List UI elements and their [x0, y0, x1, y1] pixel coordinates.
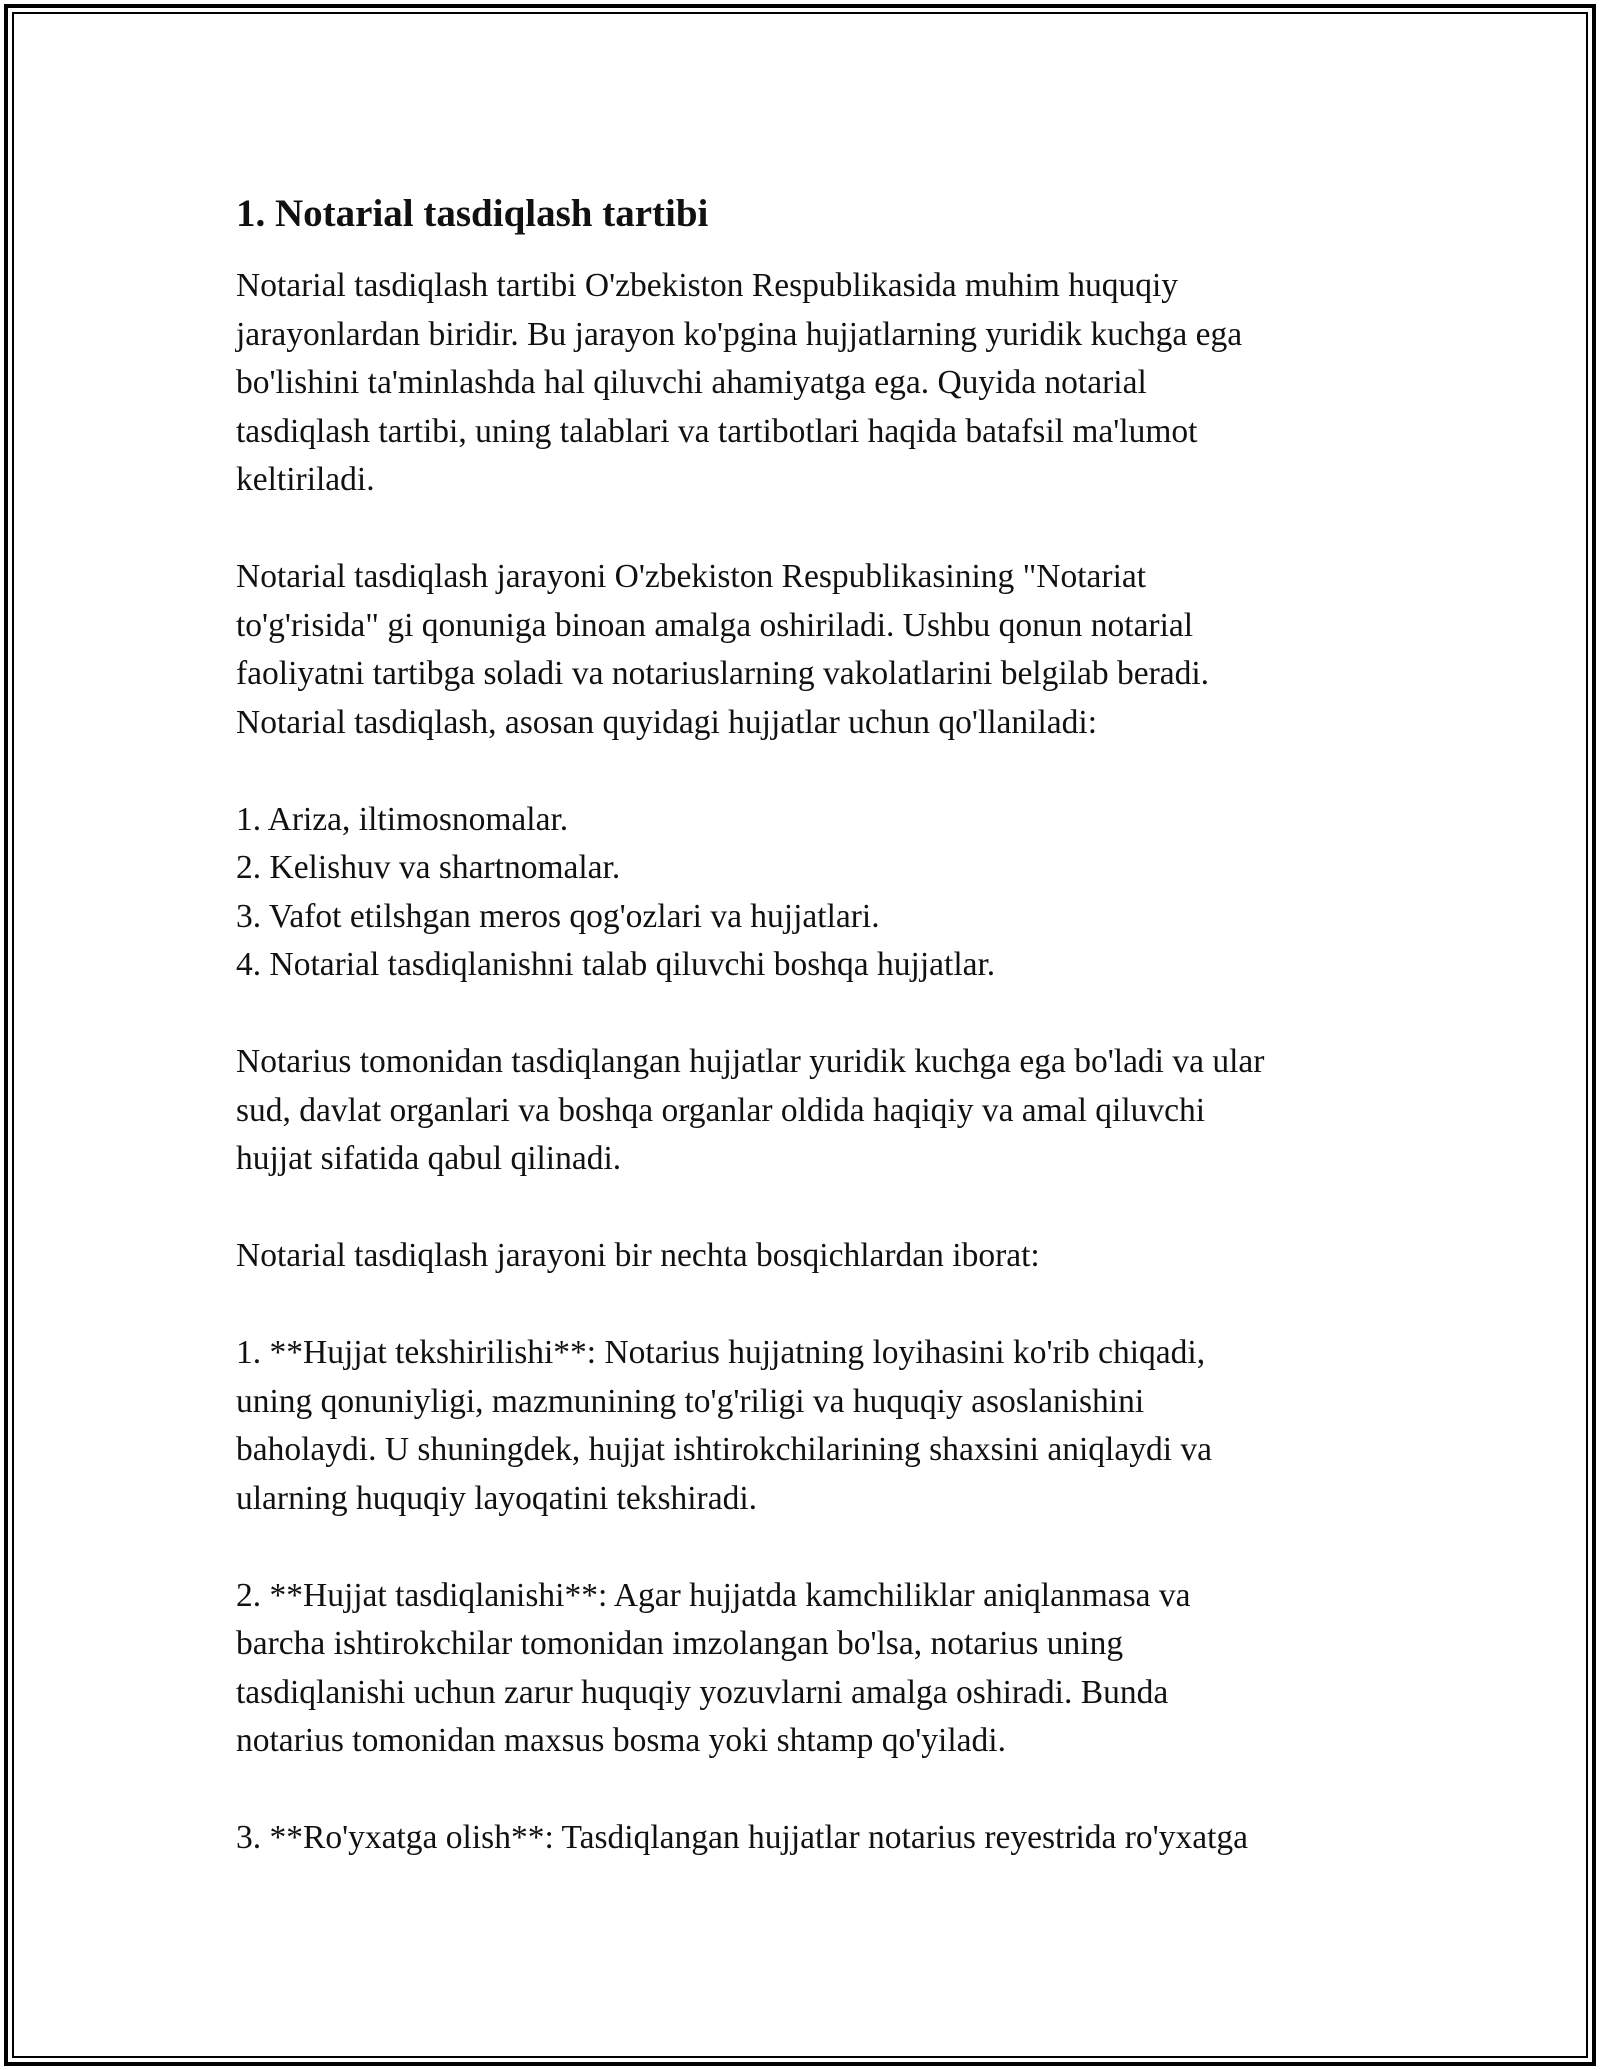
list-item: 4. Notarial tasdiqlanishni talab qiluvchi boshqa hujjatlar.	[236, 946, 996, 983]
text-line: 3. **Ro'yxatga olish**: Tasdiqlangan hujjatlar notarius reyestrida ro'yxatga	[236, 1819, 1249, 1856]
text-line: 2. **Hujjat tasdiqlanishi**: Agar hujjatda kamchiliklar aniqlanmasa va	[236, 1576, 1191, 1614]
section-heading: 1. Notarial tasdiqlash tartibi	[236, 192, 709, 235]
text-line: tasdiqlash tartibi, uning talablari va tartibotlari haqida batafsil ma'lumot	[236, 412, 1198, 450]
text-line: hujjat sifatida qabul qilinadi.	[236, 1140, 622, 1177]
text-line: jarayonlardan biridir. Bu jarayon ko'pgina hujjatlarning yuridik kuchga ega	[236, 315, 1243, 353]
text-line: faoliyatni tartibga soladi va notariuslarning vakolatlarini belgilab beradi.	[236, 655, 1210, 692]
stage-2-paragraph	[236, 1572, 1376, 1766]
text-line: keltiriladi.	[236, 461, 375, 498]
text-line: bo'lishini ta'minlashda hal qiluvchi ahamiyatga ega. Quyida notarial	[236, 364, 1147, 401]
list-item: 1. Ariza, iltimosnomalar.	[236, 800, 569, 838]
text-line: sud, davlat organlari va boshqa organlar oldida haqiqiy va amal qiluvchi	[236, 1091, 1206, 1129]
text-line: baholaydi. U shuningdek, hujjat ishtirokchilarining shaxsini aniqlaydi va	[236, 1431, 1212, 1468]
legal-force-paragraph	[236, 1038, 1376, 1184]
text-line: uning qonuniyligi, mazmunining to'g'riligi va huquqiy asoslanishini	[236, 1382, 1145, 1420]
text-line: Notarial tasdiqlash, asosan quyidagi hujjatlar uchun qo'llaniladi:	[236, 703, 1098, 741]
text-line: tasdiqlanishi uchun zarur huquqiy yozuvlarni amalga oshiradi. Bunda	[236, 1673, 1169, 1711]
text-line: Notarius tomonidan tasdiqlangan hujjatlar yuridik kuchga ega bo'ladi va ular	[236, 1043, 1265, 1080]
stage-1-paragraph	[236, 1329, 1376, 1523]
list-item: 2. Kelishuv va shartnomalar.	[236, 849, 621, 886]
law-paragraph	[236, 553, 1376, 747]
text-line: barcha ishtirokchilar tomonidan imzolangan bo'lsa, notarius uning	[236, 1625, 1124, 1662]
document-body	[236, 188, 1376, 1863]
stages-intro-paragraph	[236, 1232, 1376, 1281]
text-line: Notarial tasdiqlash jarayoni bir nechta bosqichlardan iborat:	[236, 1237, 1040, 1274]
text-line: notarius tomonidan maxsus bosma yoki shtamp qo'yiladi.	[236, 1722, 1006, 1759]
list-item: 3. Vafot etilshgan meros qog'ozlari va hujjatlari.	[236, 897, 880, 935]
document-list	[236, 796, 1376, 990]
text-line: 1. **Hujjat tekshirilishi**: Notarius hujjatning loyihasini ko'rib chiqadi,	[236, 1334, 1206, 1371]
stage-3-paragraph	[236, 1814, 1376, 1863]
intro-paragraph	[236, 262, 1376, 505]
text-line: ularning huquqiy layoqatini tekshiradi.	[236, 1479, 758, 1517]
text-line: Notarial tasdiqlash jarayoni O'zbekiston Respublikasining "Notariat	[236, 558, 1147, 595]
text-line: to'g'risida" gi qonuniga binoan amalga oshiriladi. Ushbu qonun notarial	[236, 606, 1194, 644]
text-line: Notarial tasdiqlash tartibi O'zbekiston Respublikasida muhim huquqiy	[236, 267, 1179, 304]
